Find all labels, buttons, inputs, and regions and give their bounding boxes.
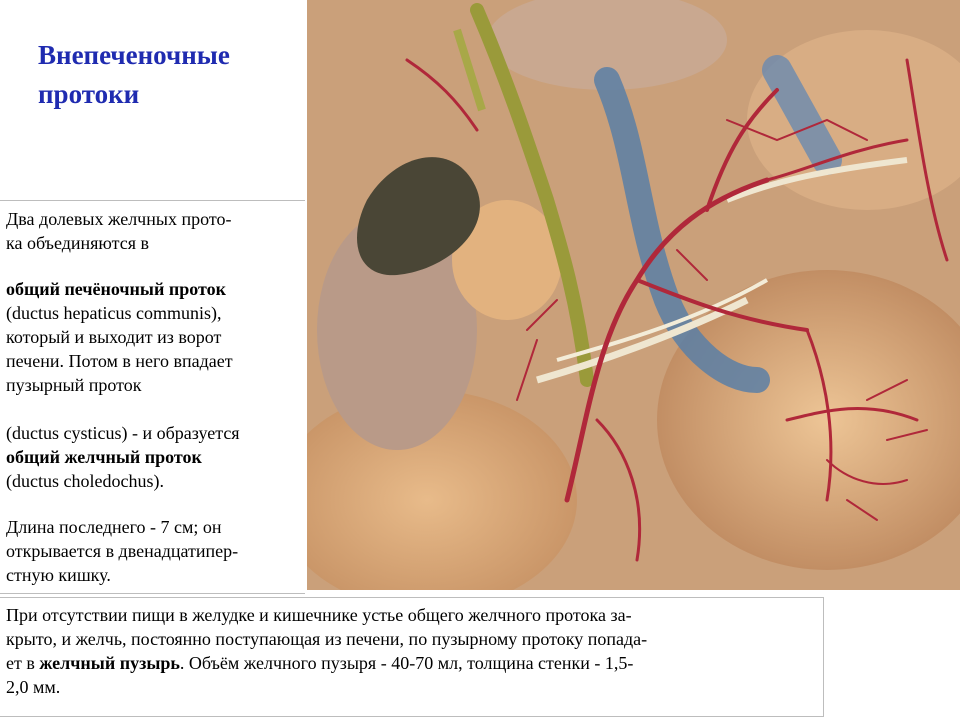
text-line: 2,0 мм. (6, 677, 61, 697)
text-line: стную кишку. (6, 565, 111, 585)
text-line: (ductus choledochus). (6, 471, 164, 491)
anatomy-photo (307, 0, 960, 590)
text-line: При отсутствии пищи в желудке и кишечнике устье общего желчного протока за- (6, 605, 632, 625)
term-common-hepatic-duct: общий печёночный проток (6, 279, 226, 299)
paragraph-lobar-ducts (6, 207, 304, 255)
text-line: крыто, и желчь, постоянно поступающая из печени, по пузырному протоку попада- (6, 629, 648, 649)
text-line: (ductus hepaticus communis), (6, 303, 222, 323)
paragraph-duct-length (6, 515, 304, 587)
paragraph-common-hepatic-duct (6, 277, 304, 397)
text-line: печени. Потом в него впадает (6, 351, 233, 371)
term-common-bile-duct: общий желчный проток (6, 447, 202, 467)
text-line: (ductus cysticus) - и образуется (6, 423, 240, 443)
bottom-text-box (0, 597, 824, 717)
anatomy-illustration (307, 0, 960, 590)
text-line: Два долевых желчных прото- (6, 209, 232, 229)
page-title (38, 36, 230, 114)
text-line: ка объединяются в (6, 233, 149, 253)
text-line: пузырный проток (6, 375, 142, 395)
text-line: Длина последнего - 7 см; он (6, 517, 222, 537)
text-line: ет в желчный пузырь. Объём желчного пузыря - 40-70 мл, толщина стенки - 1,5- (6, 653, 634, 673)
term-gallbladder: желчный пузырь (39, 653, 180, 673)
side-text-panel (0, 200, 305, 594)
text-line: открывается в двенадцатипер- (6, 541, 239, 561)
title-line-1: Внепеченочные (38, 40, 230, 70)
paragraph-common-bile-duct (6, 421, 304, 493)
paragraph-gallbladder (6, 603, 818, 699)
text-line: который и выходит из ворот (6, 327, 222, 347)
title-line-2: протоки (38, 79, 140, 109)
